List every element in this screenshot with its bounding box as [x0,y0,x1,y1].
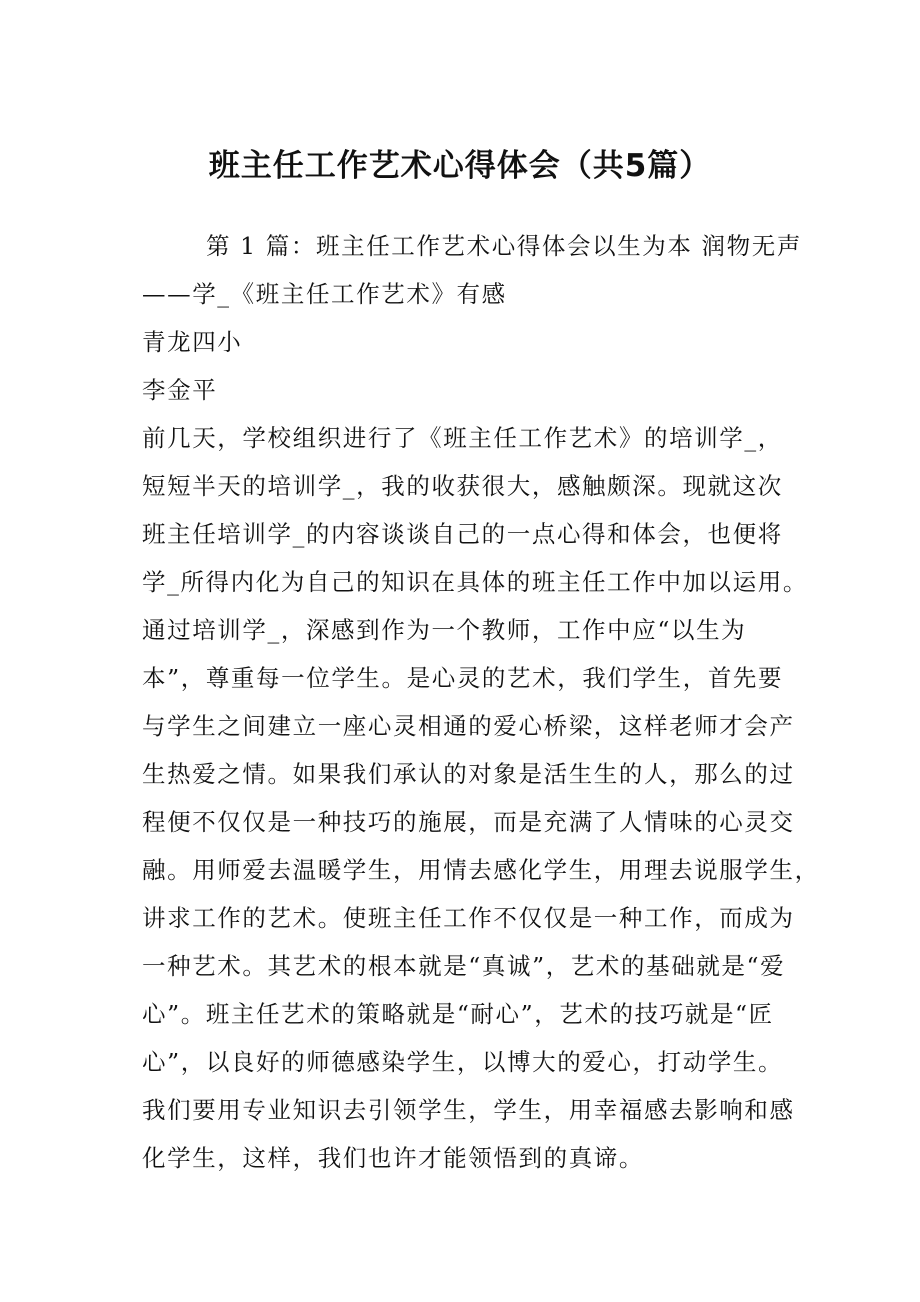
paragraph-line: 生热爱之情。如果我们承认的对象是活生生的人，那么的过 [142,760,795,788]
author-name: 李金平 [142,376,218,404]
paragraph-line: 前几天，学校组织进行了《班主任工作艺术》的培训学_， [142,424,783,452]
paragraph-line: 我们要用专业知识去引领学生，学生，用幸福感去影响和感 [142,1096,795,1124]
paragraph-line: 本”，尊重每一位学生。是心灵的艺术，我们学生，首先要 [142,664,784,692]
paragraph-line: 融。用师爱去温暖学生，用情去感化学生，用理去说服学生， [142,856,820,884]
school-name: 青龙四小 [142,328,243,356]
paragraph-line: 讲求工作的艺术。使班主任工作不仅仅是一种工作，而成为 [142,904,795,932]
chapter-heading-line: 第 1 篇：班主任工作艺术心得体会以生为本 润物无声 [206,232,802,260]
paragraph-line: 心”。班主任艺术的策略就是“耐心”，艺术的技巧就是“匠 [142,1000,774,1028]
paragraph-line: 班主任培训学_的内容谈谈自己的一点心得和体会，也便将 [142,520,783,548]
paragraph-line: 化学生，这样，我们也许才能领悟到的真谛。 [142,1144,644,1172]
paragraph-line: 学_所得内化为自己的知识在具体的班主任工作中加以运用。 [142,568,808,596]
chapter-subtitle-line: ——学_《班主任工作艺术》有感 [142,280,507,308]
paragraph-line: 与学生之间建立一座心灵相通的爱心桥梁，这样老师才会产 [142,712,795,740]
paragraph-line: 心”，以良好的师德感染学生，以博大的爱心，打动学生。 [142,1048,784,1076]
document-title: 班主任工作艺术心得体会（共5篇） [208,148,712,184]
paragraph-line: 通过培训学_，深感到作为一个教师，工作中应“以生为 [142,616,747,644]
paragraph-line: 一种艺术。其艺术的根本就是“真诚”，艺术的基础就是“爱 [142,952,786,980]
paragraph-line: 程便不仅仅是一种技巧的施展，而是充满了人情味的心灵交 [142,808,795,836]
document-body [142,222,820,1182]
paragraph-line: 短短半天的培训学_，我的收获很大，感触颇深。现就这次 [142,472,783,500]
